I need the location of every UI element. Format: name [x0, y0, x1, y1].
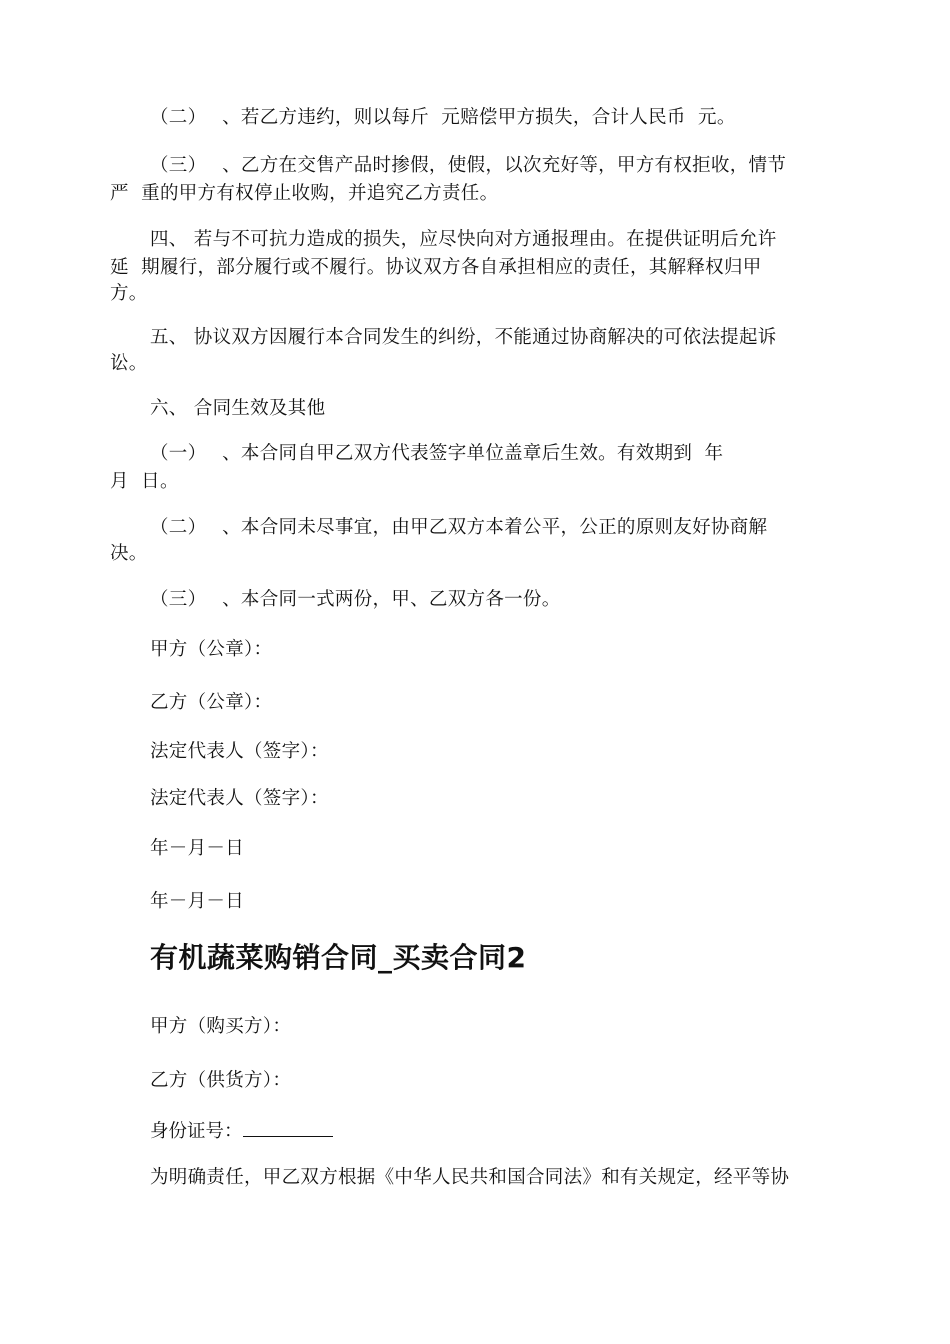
contract-heading: 有机蔬菜购销合同_买卖合同2 — [150, 941, 527, 974]
intro-paragraph: 为明确责任，甲乙双方根据《中华人民共和国合同法》和有关规定，经平等协 — [150, 1167, 790, 1188]
date-b: 年－月－日 — [150, 891, 245, 912]
party-b-seal: 乙方（公章）： — [150, 692, 273, 713]
clause-4-line3: 方。 — [110, 283, 148, 304]
clause-2-3-line2: 严 重的甲方有权停止收购，并追究乙方责任。 — [110, 183, 499, 204]
clause-6-2-line2: 决。 — [110, 543, 148, 564]
clause-4-line1: 四、 若与不可抗力造成的损失，应尽快向对方通报理由。在提供证明后允许 — [150, 229, 777, 250]
clause-6-title: 六、 合同生效及其他 — [150, 398, 326, 419]
legal-rep-signature-a: 法定代表人（签字）： — [150, 741, 329, 762]
legal-rep-signature-b: 法定代表人（签字）： — [150, 788, 329, 809]
id-number-label: 身份证号： — [150, 1121, 243, 1142]
clause-5-line1: 五、 协议双方因履行本合同发生的纠纷，不能通过协商解决的可依法提起诉 — [150, 327, 777, 348]
clause-6-3: （三） 、本合同一式两份，甲、乙双方各一份。 — [150, 589, 561, 610]
party-a-seal: 甲方（公章）： — [150, 639, 273, 660]
clause-2-2: （二） 、若乙方违约，则以每斤 元赔偿甲方损失，合计人民币 元。 — [150, 107, 736, 128]
buyer-label: 甲方（购买方）： — [150, 1016, 292, 1037]
clause-4-line2: 延 期履行，部分履行或不履行。协议双方各自承担相应的责任，其解释权归甲 — [110, 257, 762, 278]
clause-6-1-line1: （一） 、本合同自甲乙双方代表签字单位盖章后生效。有效期到 年 — [150, 443, 724, 464]
clause-6-1-line2: 月 日。 — [110, 471, 179, 492]
id-number-blank — [243, 1120, 333, 1137]
clause-6-2-line1: （二） 、本合同未尽事宜，由甲乙双方本着公平，公正的原则友好协商解 — [150, 517, 768, 538]
supplier-label: 乙方（供货方）： — [150, 1070, 292, 1091]
clause-2-3-line1: （三） 、乙方在交售产品时掺假，使假，以次充好等，甲方有权拒收，情节 — [150, 155, 787, 176]
date-a: 年－月－日 — [150, 838, 245, 859]
id-number-row — [150, 1120, 333, 1144]
clause-5-line2: 讼。 — [110, 353, 148, 374]
